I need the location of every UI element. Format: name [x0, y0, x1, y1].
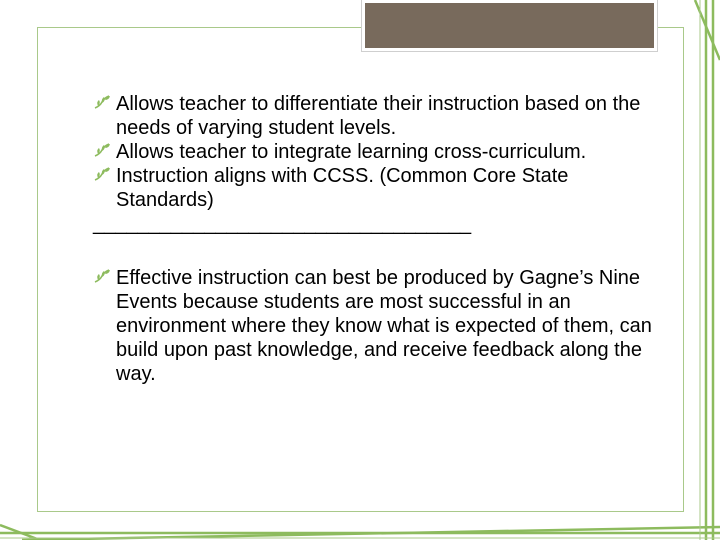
leaf-sprout-icon: [93, 142, 111, 158]
bullet-item: [93, 92, 653, 140]
spacer: [93, 236, 653, 266]
bullet-text: Allows teacher to integrate learning cross-curriculum.: [116, 141, 587, 163]
leaf-sprout-icon: [93, 94, 111, 110]
bullet-item: [93, 266, 653, 386]
bullet-text: Instruction aligns with CCSS. (Common Core State Standards): [116, 165, 569, 211]
title-placeholder-block: [362, 0, 657, 51]
separator-line: __________________________________: [93, 213, 472, 235]
bullet-item: [93, 164, 653, 212]
slide-body: [93, 92, 653, 386]
leaf-sprout-icon: [93, 166, 111, 182]
bullet-item: [93, 140, 653, 164]
leaf-sprout-icon: [93, 268, 111, 284]
bullet-text: Effective instruction can best be produced by Gagne’s Nine Events because students are most successful in an environment where they know what is expected of them, can build upon past knowledge, and receive feedback along the way.: [116, 267, 652, 385]
bullet-text: Allows teacher to differentiate their instruction based on the needs of varying student levels.: [116, 93, 641, 139]
